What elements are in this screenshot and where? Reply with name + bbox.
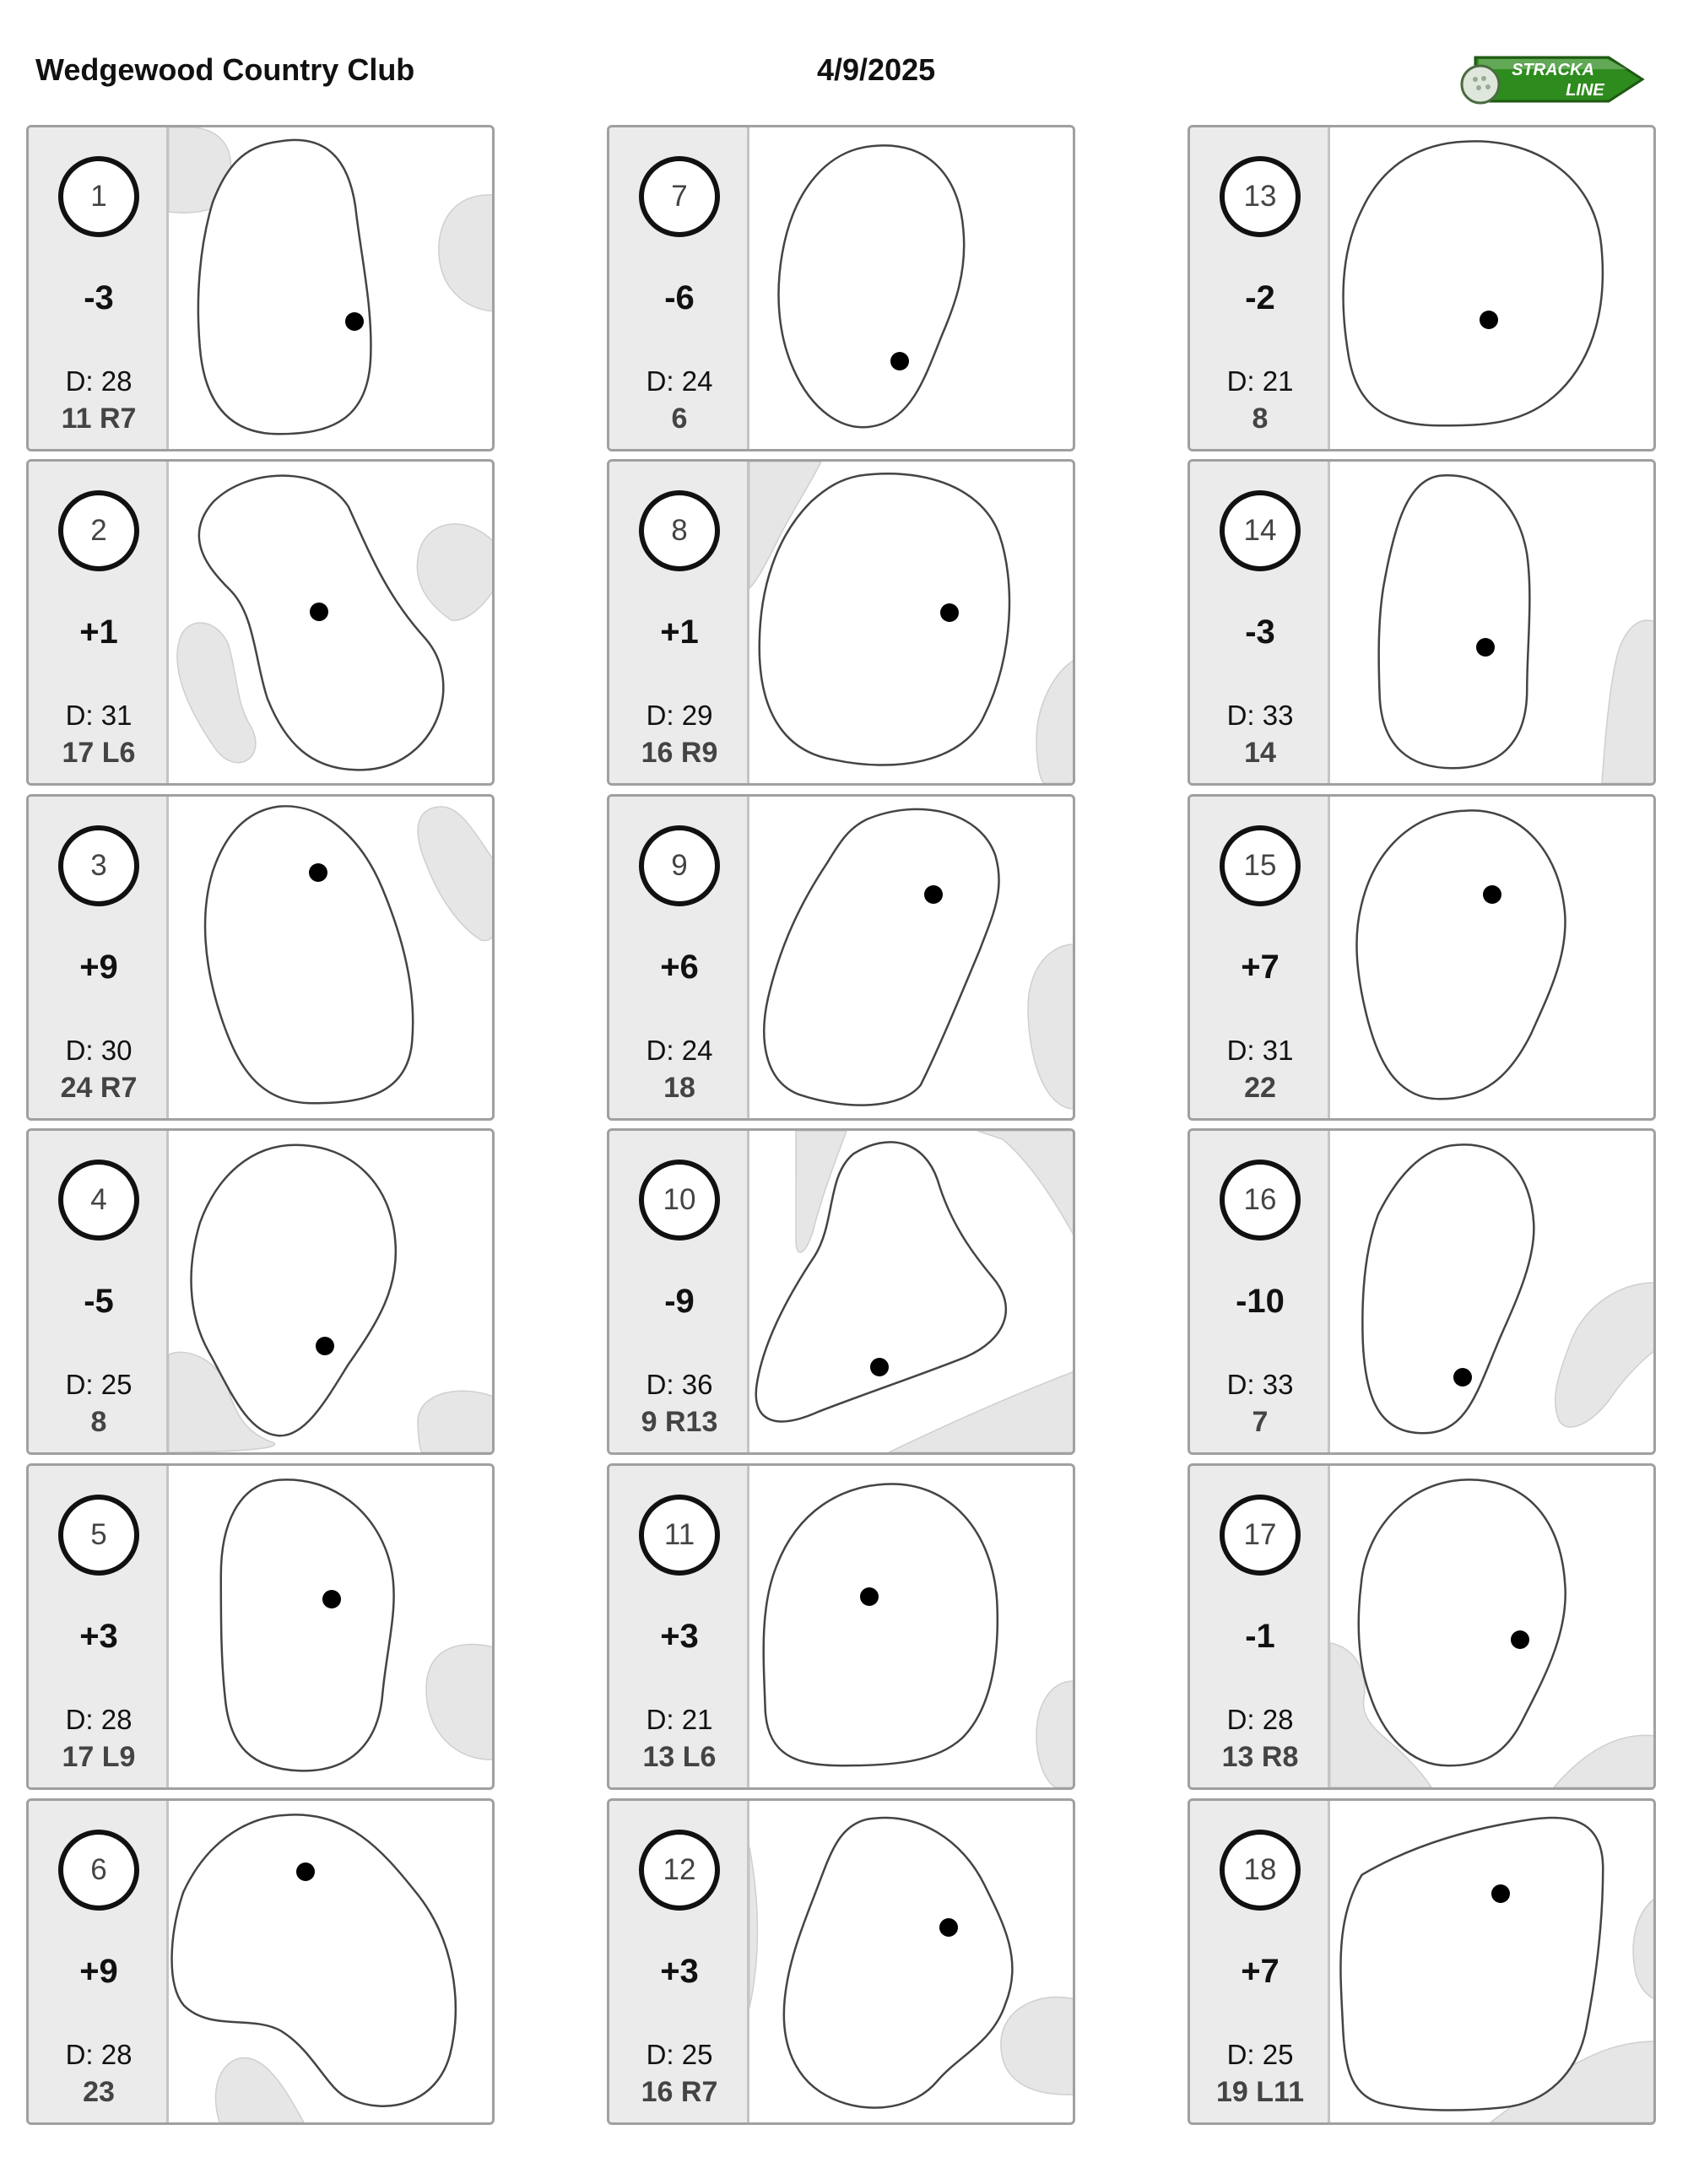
green-depth: D: 21 <box>1226 365 1294 397</box>
green-diagram <box>749 797 1074 1118</box>
pin-location: 19 L11 <box>1216 2076 1304 2108</box>
green-diagram <box>749 1131 1074 1452</box>
hole-card <box>1188 1798 1656 2125</box>
green-depth: D: 24 <box>646 1035 713 1066</box>
hole-info-panel <box>29 1801 169 2122</box>
hole-number: 2 <box>90 514 107 547</box>
green-diagram <box>169 1466 494 1787</box>
hole-number-badge <box>639 1160 720 1241</box>
hole-number: 1 <box>90 180 107 213</box>
sand-trap <box>1001 1997 1074 2095</box>
hole-number: 7 <box>671 180 688 213</box>
hole-card <box>1188 1128 1656 1455</box>
hole-score: -5 <box>84 1283 114 1320</box>
hole-number: 10 <box>663 1183 696 1216</box>
green-diagram <box>1330 127 1655 449</box>
hole-number-badge <box>1220 1160 1301 1241</box>
green-depth: D: 24 <box>646 365 713 397</box>
pin-dot <box>1476 638 1495 657</box>
pin-dot <box>924 885 943 904</box>
pin-location: 8 <box>1252 403 1269 435</box>
hole-score: +3 <box>660 1953 699 1990</box>
hole-number-badge <box>1220 1830 1301 1911</box>
pin-location: 18 <box>663 1072 695 1104</box>
sand-trap <box>426 1645 494 1760</box>
hole-number-badge <box>58 1495 139 1576</box>
green-depth: D: 28 <box>65 365 133 397</box>
pin-dot <box>296 1862 315 1881</box>
sand-trap <box>1633 1898 1655 1999</box>
green-diagram <box>1330 1801 1655 2122</box>
green-depth: D: 28 <box>65 1704 133 1735</box>
hole-score: +7 <box>1241 1953 1280 1990</box>
pin-location: 14 <box>1244 737 1276 769</box>
green-diagram <box>1330 462 1655 783</box>
club-name: Wedgewood Country Club <box>35 52 415 87</box>
hole-number-badge <box>58 1160 139 1241</box>
pin-location: 11 R7 <box>61 403 137 435</box>
pin-location: 17 L9 <box>62 1741 136 1773</box>
hole-info-panel <box>29 797 169 1118</box>
hole-number-badge <box>1220 156 1301 237</box>
green-surface <box>766 1487 995 1763</box>
green-surface <box>1360 814 1563 1096</box>
hole-score: +9 <box>79 1953 118 1990</box>
hole-info-panel <box>609 1131 749 1452</box>
hole-info-panel <box>1190 127 1330 449</box>
hole-score: -3 <box>84 279 114 316</box>
hole-card <box>607 1463 1075 1790</box>
green-depth: D: 30 <box>65 1035 133 1066</box>
green-depth: D: 31 <box>65 700 133 731</box>
green-surface <box>201 143 368 431</box>
hole-card <box>26 125 495 451</box>
green-depth: D: 28 <box>1226 1704 1294 1735</box>
hole-number: 16 <box>1243 1183 1277 1216</box>
hole-card <box>26 1798 495 2125</box>
hole-info-panel <box>29 1131 169 1452</box>
pin-location: 24 R7 <box>60 1072 138 1104</box>
pin-dot <box>322 1590 341 1608</box>
green-surface <box>782 149 961 424</box>
hole-number-badge <box>639 156 720 237</box>
hole-number: 4 <box>90 1183 107 1216</box>
green-depth: D: 25 <box>1226 2039 1294 2070</box>
green-diagram <box>749 127 1074 449</box>
hole-info-panel <box>29 127 169 449</box>
hole-number: 13 <box>1243 180 1277 213</box>
hole-score: -9 <box>664 1283 695 1320</box>
pin-location: 8 <box>90 1406 107 1438</box>
pin-dot <box>860 1587 879 1606</box>
hole-number-badge <box>1220 490 1301 571</box>
pin-dot <box>1511 1630 1529 1649</box>
hole-number-badge <box>1220 825 1301 906</box>
pin-location: 13 R8 <box>1221 1741 1299 1773</box>
pin-location: 13 L6 <box>642 1741 717 1773</box>
hole-number: 8 <box>671 514 688 547</box>
green-diagram <box>169 797 494 1118</box>
hole-number: 3 <box>90 849 107 882</box>
green-diagram <box>1330 1131 1655 1452</box>
green-surface <box>1382 478 1527 765</box>
green-diagram <box>169 127 494 449</box>
green-depth: D: 25 <box>646 2039 713 2070</box>
hole-number: 12 <box>663 1853 696 1886</box>
hole-score: +1 <box>660 614 699 651</box>
sheet-date: 4/9/2025 <box>817 52 936 87</box>
hole-number-badge <box>58 825 139 906</box>
green-diagram <box>1330 797 1655 1118</box>
hole-info-panel <box>609 1466 749 1787</box>
hole-card <box>1188 794 1656 1121</box>
sand-trap <box>177 623 256 763</box>
sand-trap <box>1602 620 1655 783</box>
hole-info-panel <box>1190 1466 1330 1787</box>
green-diagram <box>749 1466 1074 1787</box>
stracka-line-logo-graphic <box>1458 51 1646 110</box>
hole-card <box>26 459 495 786</box>
hole-info-panel <box>609 462 749 783</box>
hole-info-panel <box>609 797 749 1118</box>
hole-number: 14 <box>1243 514 1277 547</box>
pin-location: 16 R9 <box>641 737 718 769</box>
hole-card <box>607 1798 1075 2125</box>
pin-location: 17 L6 <box>62 737 136 769</box>
pin-dot <box>1453 1368 1472 1387</box>
hole-number-badge <box>639 1830 720 1911</box>
hole-info-panel <box>1190 462 1330 783</box>
hole-score: +7 <box>1241 949 1280 986</box>
pin-location: 16 R7 <box>641 2076 718 2108</box>
sand-trap <box>1028 944 1074 1109</box>
green-surface <box>787 1820 1009 2105</box>
pin-location: 9 R13 <box>641 1406 718 1438</box>
green-surface <box>762 477 1007 763</box>
hole-score: +3 <box>660 1618 699 1655</box>
sand-trap <box>977 1131 1074 1236</box>
green-surface <box>1361 1483 1562 1763</box>
hole-score: -2 <box>1245 279 1275 316</box>
hole-card <box>26 1463 495 1790</box>
green-depth: D: 21 <box>646 1704 713 1735</box>
hole-score: -10 <box>1236 1283 1285 1320</box>
hole-info-panel <box>29 1466 169 1787</box>
sand-trap <box>215 2057 304 2122</box>
sand-trap <box>1036 660 1074 783</box>
green-depth: D: 33 <box>1226 1369 1294 1400</box>
green-depth: D: 28 <box>65 2039 133 2070</box>
hole-number: 18 <box>1243 1853 1277 1886</box>
pin-dot <box>939 1918 958 1937</box>
green-depth: D: 36 <box>646 1369 713 1400</box>
hole-score: -6 <box>664 279 695 316</box>
hole-number: 17 <box>1243 1518 1277 1551</box>
green-surface <box>1366 1148 1532 1430</box>
hole-score: -3 <box>1245 614 1275 651</box>
hole-score: -1 <box>1245 1618 1275 1655</box>
green-diagram <box>749 462 1074 783</box>
pin-dot <box>1480 311 1498 329</box>
hole-number-badge <box>639 1495 720 1576</box>
logo-text-top: STRACKA <box>1512 61 1594 79</box>
green-depth: D: 33 <box>1226 700 1294 731</box>
hole-number: 11 <box>663 1518 695 1551</box>
hole-info-panel <box>29 462 169 783</box>
sand-trap <box>889 1371 1074 1452</box>
hole-card <box>607 1128 1075 1455</box>
pin-location: 6 <box>671 403 688 435</box>
green-diagram <box>169 1131 494 1452</box>
hole-number-badge <box>58 156 139 237</box>
green-diagram <box>169 1801 494 2122</box>
pin-dot <box>309 863 327 882</box>
hole-number-badge <box>58 490 139 571</box>
hole-number-badge <box>639 825 720 906</box>
sand-trap <box>418 807 494 941</box>
sand-trap <box>417 524 494 620</box>
hole-card <box>607 125 1075 451</box>
green-surface <box>1346 144 1600 423</box>
hole-info-panel <box>1190 1131 1330 1452</box>
sand-trap <box>749 1847 757 2008</box>
pin-dot <box>1483 885 1501 904</box>
hole-info-panel <box>609 1801 749 2122</box>
pin-dot <box>940 603 959 622</box>
hole-info-panel <box>609 127 749 449</box>
logo-text-bottom: LINE <box>1566 81 1604 100</box>
hole-number: 9 <box>671 849 688 882</box>
green-diagram <box>749 1801 1074 2122</box>
hole-score: +3 <box>79 1618 118 1655</box>
pin-location: 23 <box>83 2076 115 2108</box>
hole-number: 5 <box>90 1518 107 1551</box>
green-surface <box>767 812 997 1102</box>
pin-dot <box>890 352 909 370</box>
sand-trap <box>1036 1681 1074 1787</box>
hole-card <box>607 794 1075 1121</box>
pin-dot <box>310 603 328 621</box>
hole-score: +6 <box>660 949 699 986</box>
hole-number-badge <box>639 490 720 571</box>
pin-dot <box>1491 1884 1510 1903</box>
hole-info-panel <box>1190 797 1330 1118</box>
hole-number: 15 <box>1243 849 1277 882</box>
sand-trap <box>1555 1283 1655 1427</box>
hole-card <box>1188 125 1656 451</box>
hole-score: +9 <box>79 949 118 986</box>
pin-dot <box>345 312 364 331</box>
hole-number: 6 <box>90 1853 107 1886</box>
stracka-line-logo <box>1458 51 1646 110</box>
green-surface <box>224 1483 391 1769</box>
sand-trap <box>1554 1735 1655 1787</box>
sand-trap <box>418 1391 494 1452</box>
golf-ball-icon <box>1462 66 1499 103</box>
pin-dot <box>870 1358 889 1376</box>
green-diagram <box>169 462 494 783</box>
hole-number-badge <box>1220 1495 1301 1576</box>
green-depth: D: 25 <box>65 1369 133 1400</box>
hole-card <box>1188 459 1656 786</box>
hole-score: +1 <box>79 614 118 651</box>
hole-number-badge <box>58 1830 139 1911</box>
green-depth: D: 31 <box>1226 1035 1294 1066</box>
sand-trap <box>439 195 494 311</box>
green-depth: D: 29 <box>646 700 713 731</box>
hole-card <box>26 1128 495 1455</box>
hole-card <box>1188 1463 1656 1790</box>
pin-location: 22 <box>1244 1072 1276 1104</box>
hole-card <box>26 794 495 1121</box>
pin-location: 7 <box>1252 1406 1269 1438</box>
green-diagram <box>1330 1466 1655 1787</box>
pin-dot <box>316 1337 334 1355</box>
hole-card <box>607 459 1075 786</box>
hole-info-panel <box>1190 1801 1330 2122</box>
